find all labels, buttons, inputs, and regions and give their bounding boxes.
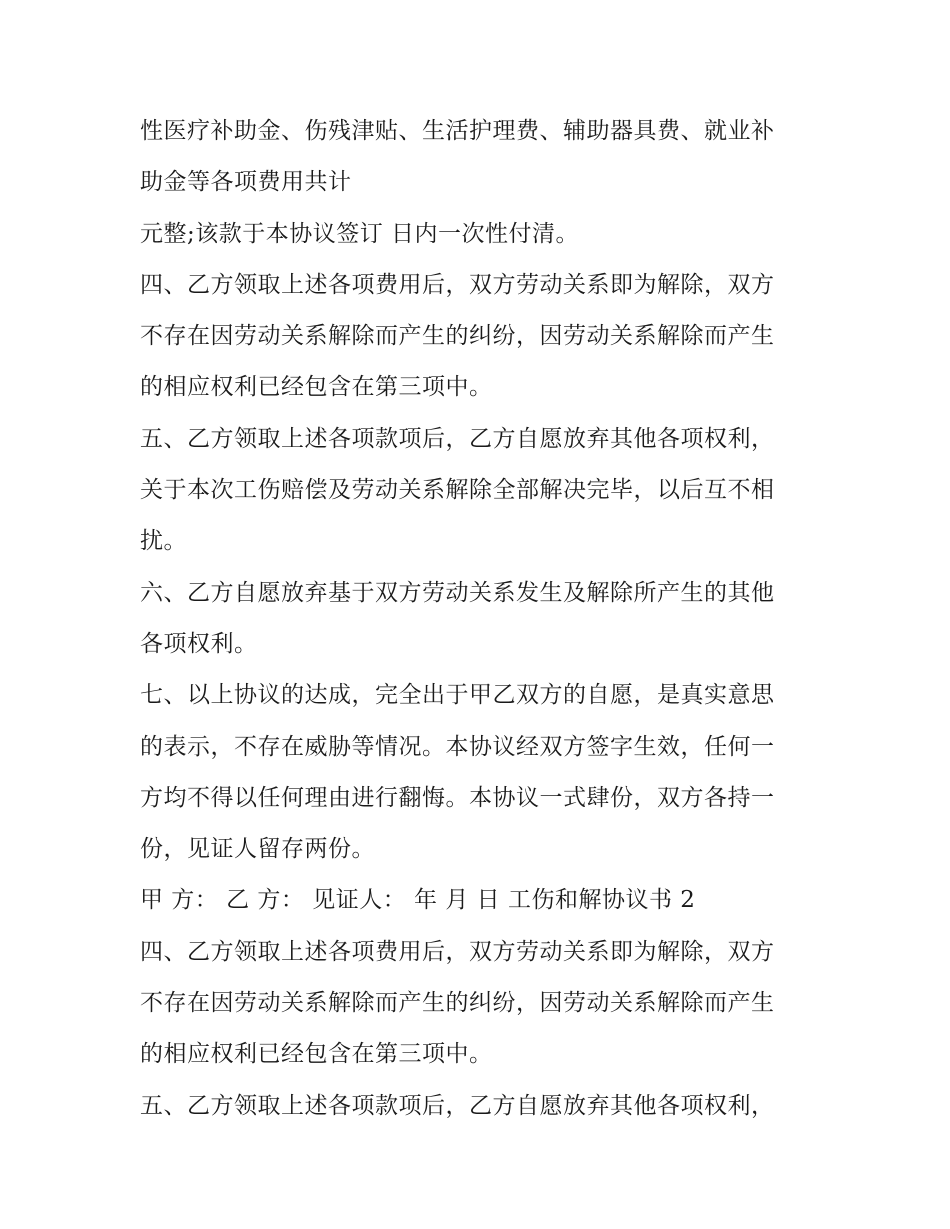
text-line: 关于本次工伤赔偿及劳动关系解除全部解决完毕，以后互不相 (140, 477, 775, 504)
text-line: 的表示，不存在威胁等情况。本协议经双方签字生效，任何一 (140, 733, 775, 760)
text-line: 的相应权利已经包含在第三项中。 (140, 374, 493, 401)
text-line: 性医疗补助金、伤残津贴、生活护理费、辅助器具费、就业补 (140, 118, 775, 144)
text-line: 扰。 (140, 528, 187, 555)
text-line: 助金等各项费用共计 (140, 169, 352, 196)
text-line: 方均不得以任何理由进行翻悔。本协议一式肆份，双方各持一 (140, 784, 775, 811)
text-line: 七、以上协议的达成，完全出于甲乙双方的自愿，是真实意思 (140, 682, 775, 709)
text-line: 的相应权利已经包含在第三项中。 (140, 1041, 493, 1068)
text-line: 不存在因劳动关系解除而产生的纠纷，因劳动关系解除而产生 (140, 323, 775, 350)
text-line: 四、乙方领取上述各项费用后，双方劳动关系即为解除，双方 (140, 938, 775, 965)
text-line: 元整;该款于本协议签订 日内一次性付清。 (140, 220, 580, 247)
text-line: 各项权利。 (140, 630, 258, 657)
signature-line: 甲 方： 乙 方： 见证人： 年 月 日 工伤和解协议书 2 (140, 887, 696, 914)
text-line: 份，见证人留存两份。 (140, 836, 375, 863)
document-body (140, 106, 820, 1132)
text-line: 五、乙方领取上述各项款项后，乙方自愿放弃其他各项权利， (140, 425, 775, 452)
text-line: 不存在因劳动关系解除而产生的纠纷，因劳动关系解除而产生 (140, 990, 775, 1017)
text-line: 四、乙方领取上述各项费用后，双方劳动关系即为解除，双方 (140, 271, 775, 298)
text-line: 六、乙方自愿放弃基于双方劳动关系发生及解除所产生的其他 (140, 579, 775, 606)
text-line: 五、乙方领取上述各项款项后，乙方自愿放弃其他各项权利， (140, 1092, 775, 1119)
